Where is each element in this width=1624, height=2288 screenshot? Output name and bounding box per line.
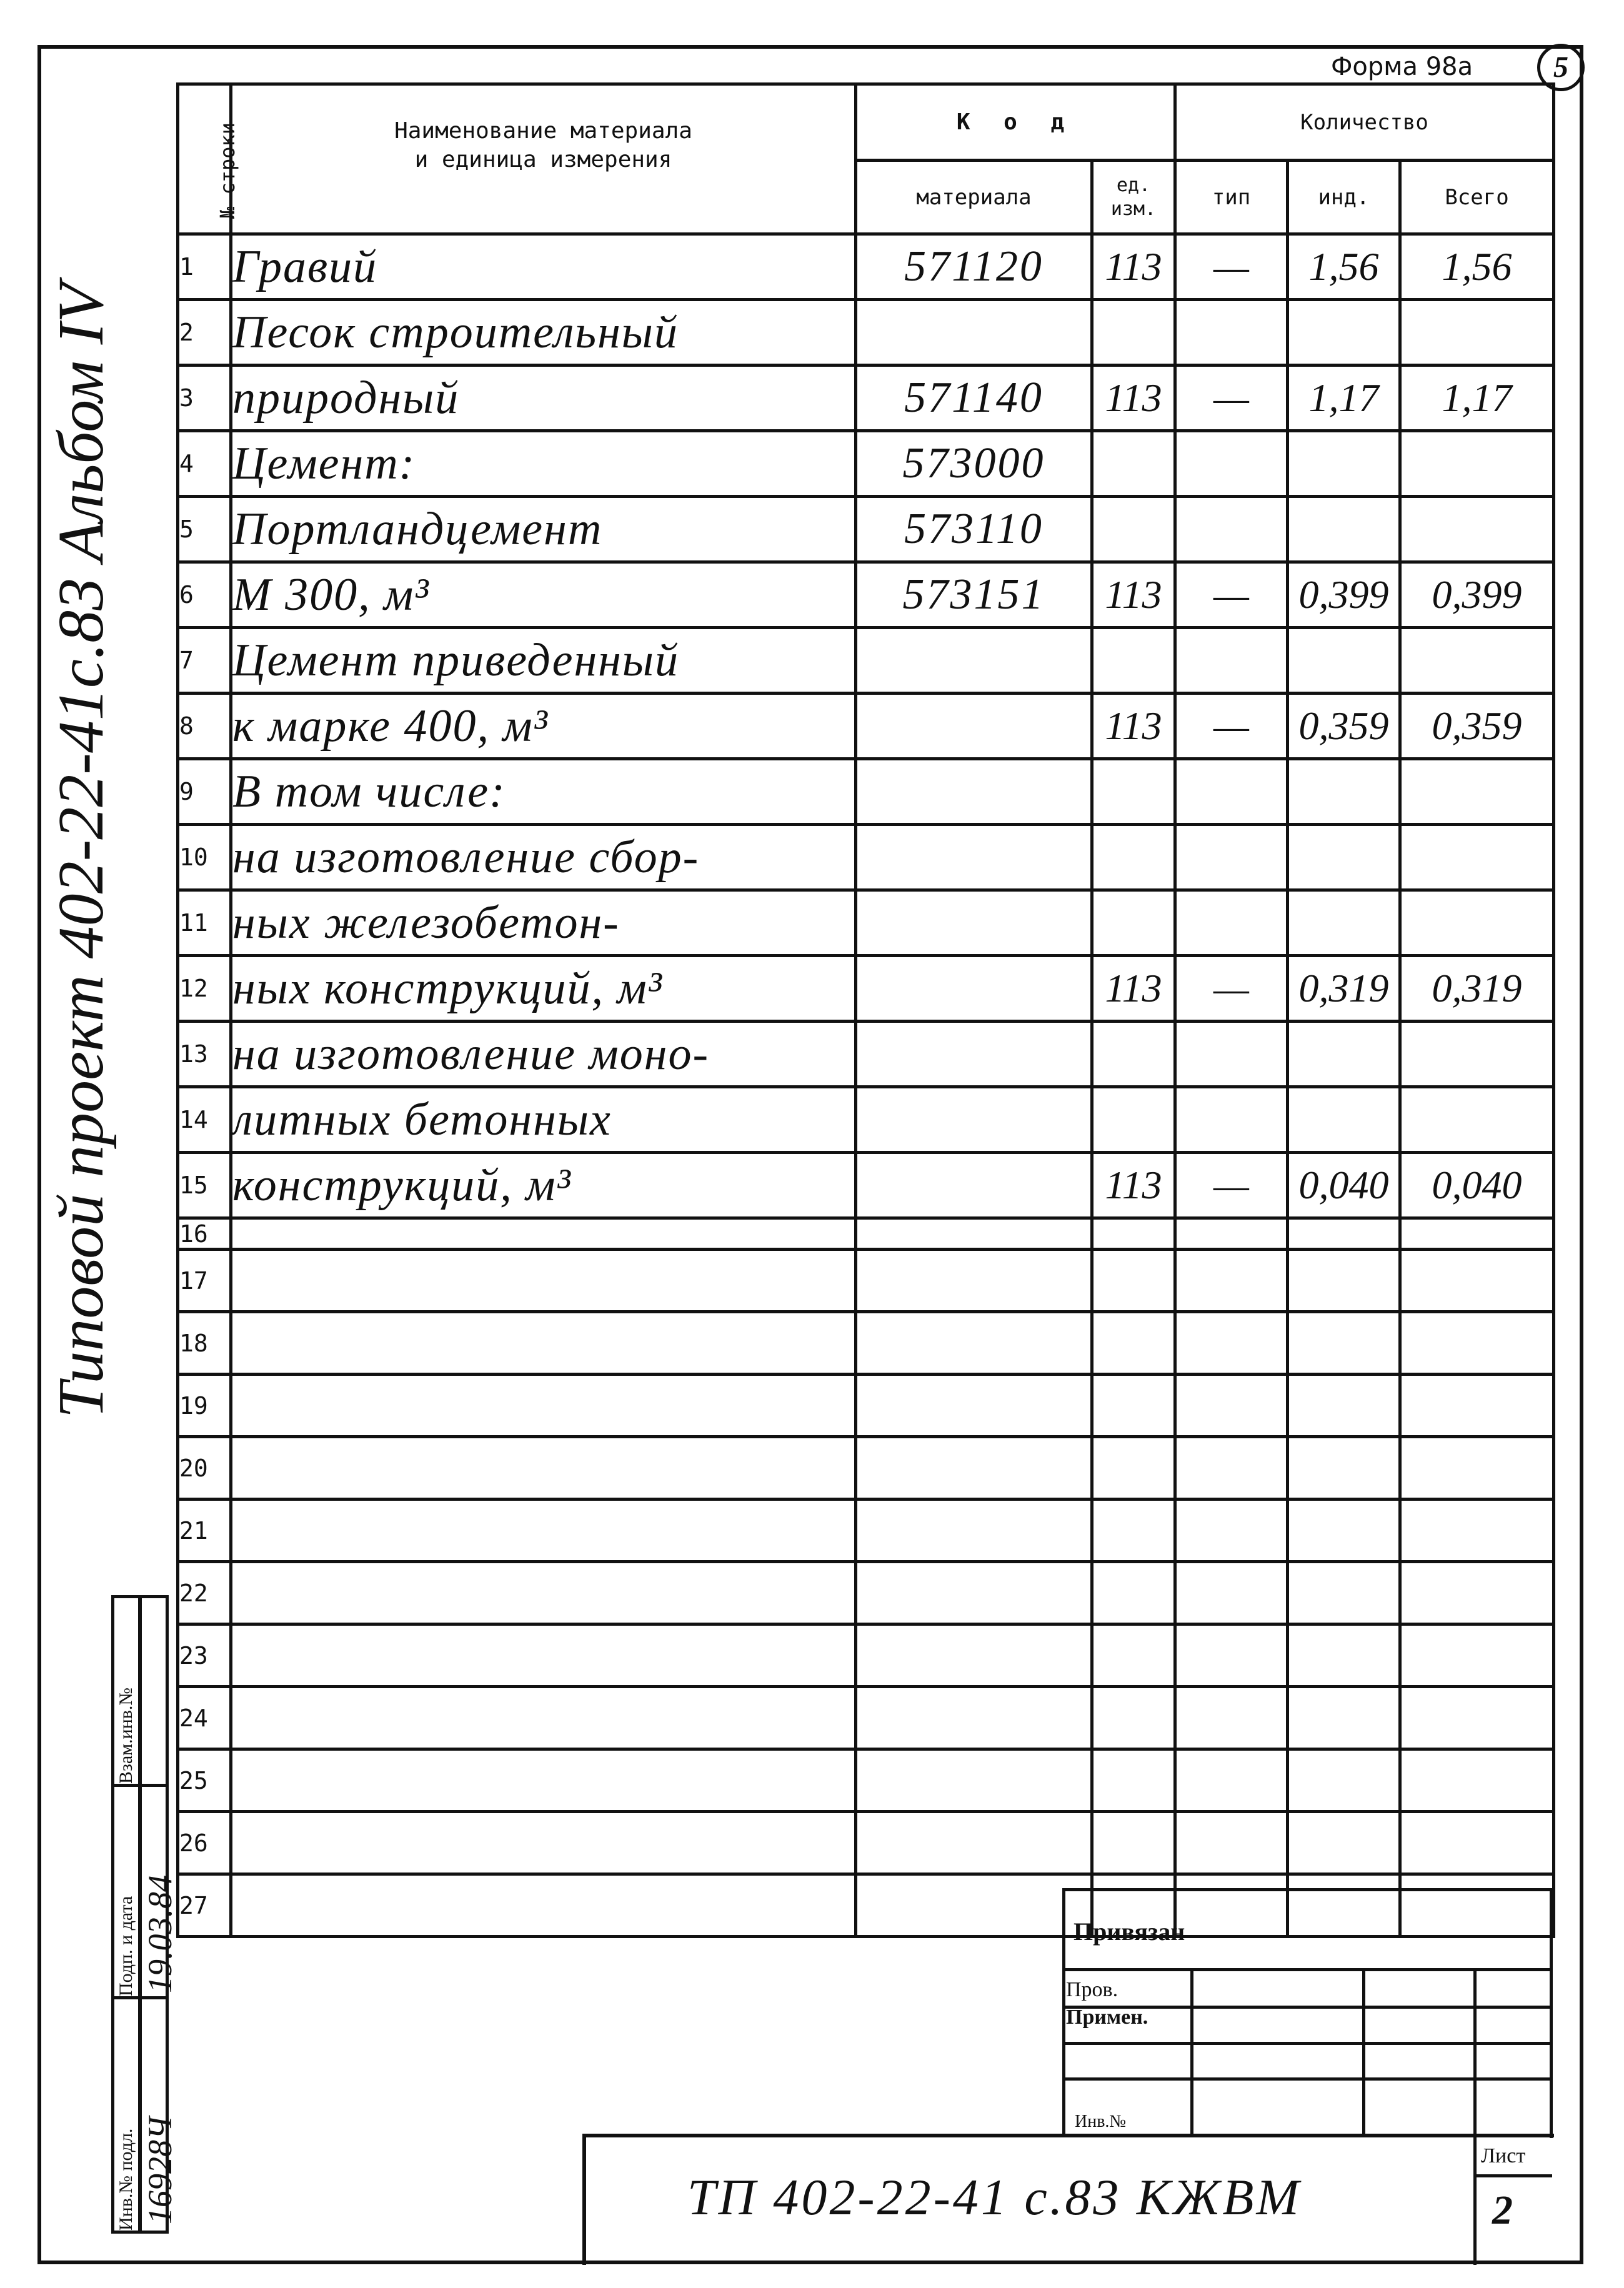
material-code bbox=[856, 1250, 1092, 1312]
total-value: 1,56 bbox=[1400, 234, 1554, 300]
material-name bbox=[231, 1218, 856, 1250]
table-row bbox=[178, 1153, 1554, 1218]
table-row bbox=[178, 1687, 1554, 1749]
row-number: 23 bbox=[178, 1624, 231, 1687]
row-number: 20 bbox=[178, 1437, 231, 1500]
material-code: 571120 bbox=[856, 234, 1092, 300]
tb-line bbox=[1190, 1968, 1193, 2137]
material-code bbox=[856, 1022, 1092, 1087]
ind-value bbox=[1288, 497, 1400, 562]
tb-line bbox=[1062, 1888, 1065, 2135]
row-number: 1 bbox=[178, 234, 231, 300]
material-name bbox=[231, 1375, 856, 1437]
row-number: 16 bbox=[178, 1218, 231, 1250]
material-code: 573151 bbox=[856, 562, 1092, 628]
total-value bbox=[1400, 300, 1554, 366]
header-quantity: Количество bbox=[1175, 84, 1554, 161]
total-value bbox=[1400, 1562, 1554, 1624]
type-value bbox=[1175, 1687, 1288, 1749]
material-code bbox=[856, 1437, 1092, 1500]
type-value bbox=[1175, 1500, 1288, 1562]
unit-code bbox=[1092, 431, 1175, 497]
table-row bbox=[178, 234, 1554, 300]
unit-code bbox=[1092, 1624, 1175, 1687]
type-value bbox=[1175, 1437, 1288, 1500]
type-value: — bbox=[1175, 366, 1288, 431]
header-ind: инд. bbox=[1288, 161, 1400, 234]
unit-code bbox=[1092, 1687, 1175, 1749]
type-value bbox=[1175, 1218, 1288, 1250]
unit-code: 113 bbox=[1092, 956, 1175, 1022]
unit-code bbox=[1092, 1312, 1175, 1375]
material-name bbox=[231, 1749, 856, 1812]
total-value bbox=[1400, 1749, 1554, 1812]
type-value bbox=[1175, 300, 1288, 366]
material-code bbox=[856, 1500, 1092, 1562]
ind-value: 0,399 bbox=[1288, 562, 1400, 628]
material-name bbox=[231, 1687, 856, 1749]
row-number: 13 bbox=[178, 1022, 231, 1087]
type-value bbox=[1175, 1250, 1288, 1312]
header-unit: ед. изм. bbox=[1092, 161, 1175, 234]
unit-code: 113 bbox=[1092, 694, 1175, 759]
table-row bbox=[178, 300, 1554, 366]
tb-line bbox=[1062, 1888, 1550, 1891]
type-value bbox=[1175, 890, 1288, 956]
material-code: 573000 bbox=[856, 431, 1092, 497]
row-number: 4 bbox=[178, 431, 231, 497]
type-value: — bbox=[1175, 956, 1288, 1022]
unit-code bbox=[1092, 1812, 1175, 1874]
unit-code bbox=[1092, 1437, 1175, 1500]
type-value bbox=[1175, 1312, 1288, 1375]
material-code bbox=[856, 1812, 1092, 1874]
ind-value bbox=[1288, 1312, 1400, 1375]
material-name bbox=[231, 1562, 856, 1624]
type-value bbox=[1175, 1624, 1288, 1687]
type-value bbox=[1175, 1375, 1288, 1437]
unit-code bbox=[1092, 1500, 1175, 1562]
table-row bbox=[178, 1749, 1554, 1812]
ind-value: 0,040 bbox=[1288, 1153, 1400, 1218]
tb-line bbox=[582, 2134, 586, 2265]
total-value bbox=[1400, 431, 1554, 497]
total-value: 1,17 bbox=[1400, 366, 1554, 431]
table-row bbox=[178, 366, 1554, 431]
material-name: ных конструкций, м³ bbox=[231, 956, 856, 1022]
unit-code bbox=[1092, 1250, 1175, 1312]
table-row bbox=[178, 1022, 1554, 1087]
ind-value bbox=[1288, 628, 1400, 694]
ind-value bbox=[1288, 1874, 1400, 1937]
material-name bbox=[231, 1250, 856, 1312]
tb-line bbox=[1473, 2134, 1477, 2265]
material-name: М 300, м³ bbox=[231, 562, 856, 628]
total-value bbox=[1400, 628, 1554, 694]
ind-value bbox=[1288, 1624, 1400, 1687]
total-value bbox=[1400, 1812, 1554, 1874]
total-value bbox=[1400, 1437, 1554, 1500]
total-value: 0,319 bbox=[1400, 956, 1554, 1022]
table-row bbox=[178, 1500, 1554, 1562]
material-name: на изготовление моно- bbox=[231, 1022, 856, 1087]
tb-inv: Инв.№ bbox=[1075, 2112, 1127, 2131]
total-value bbox=[1400, 825, 1554, 890]
total-value bbox=[1400, 1250, 1554, 1312]
material-name: к марке 400, м³ bbox=[231, 694, 856, 759]
unit-code bbox=[1092, 1022, 1175, 1087]
row-number: 14 bbox=[178, 1087, 231, 1153]
tb-line bbox=[1473, 1968, 1477, 2137]
header-name: Наименование материала и единица измерения bbox=[231, 84, 856, 234]
ind-value bbox=[1288, 300, 1400, 366]
material-name: Гравий bbox=[231, 234, 856, 300]
total-value bbox=[1400, 1624, 1554, 1687]
row-number: 21 bbox=[178, 1500, 231, 1562]
tb-line bbox=[582, 2134, 1554, 2137]
row-number: 11 bbox=[178, 890, 231, 956]
ind-value bbox=[1288, 1250, 1400, 1312]
material-name bbox=[231, 1624, 856, 1687]
unit-code bbox=[1092, 890, 1175, 956]
total-value: 0,040 bbox=[1400, 1153, 1554, 1218]
table-row bbox=[178, 694, 1554, 759]
total-value bbox=[1400, 1087, 1554, 1153]
row-number: 17 bbox=[178, 1250, 231, 1312]
material-code bbox=[856, 1624, 1092, 1687]
tb-line bbox=[1062, 2077, 1550, 2081]
table-row bbox=[178, 1375, 1554, 1437]
table-row bbox=[178, 956, 1554, 1022]
ind-value: 0,319 bbox=[1288, 956, 1400, 1022]
material-name: Портландцемент bbox=[231, 497, 856, 562]
row-number: 26 bbox=[178, 1812, 231, 1874]
total-value bbox=[1400, 759, 1554, 825]
material-code bbox=[856, 1153, 1092, 1218]
unit-code bbox=[1092, 300, 1175, 366]
row-number: 5 bbox=[178, 497, 231, 562]
total-value: 0,359 bbox=[1400, 694, 1554, 759]
material-code bbox=[856, 1687, 1092, 1749]
total-value bbox=[1400, 1312, 1554, 1375]
material-name: Песок строительный bbox=[231, 300, 856, 366]
material-code bbox=[856, 1312, 1092, 1375]
ind-value: 1,56 bbox=[1288, 234, 1400, 300]
materials-table bbox=[176, 82, 1555, 1938]
type-value bbox=[1175, 825, 1288, 890]
type-value bbox=[1175, 1874, 1288, 1937]
total-value bbox=[1400, 1375, 1554, 1437]
type-value bbox=[1175, 759, 1288, 825]
ind-value bbox=[1288, 1087, 1400, 1153]
doc-code: ТП 402-22-41 с.83 КЖВМ bbox=[687, 2169, 1302, 2226]
material-code bbox=[856, 1874, 1092, 1937]
row-number: 6 bbox=[178, 562, 231, 628]
ind-value: 0,359 bbox=[1288, 694, 1400, 759]
table-row bbox=[178, 890, 1554, 956]
header-code: К о д bbox=[856, 84, 1175, 161]
material-name: природный bbox=[231, 366, 856, 431]
table-row bbox=[178, 1812, 1554, 1874]
type-value bbox=[1175, 431, 1288, 497]
table-row bbox=[178, 1312, 1554, 1375]
row-number: 24 bbox=[178, 1687, 231, 1749]
unit-code: 113 bbox=[1092, 366, 1175, 431]
material-name bbox=[231, 1437, 856, 1500]
type-value: — bbox=[1175, 694, 1288, 759]
material-code bbox=[856, 694, 1092, 759]
material-name bbox=[231, 1874, 856, 1937]
header-row-no: № строки bbox=[178, 84, 231, 234]
type-value: — bbox=[1175, 1153, 1288, 1218]
ind-value bbox=[1288, 1500, 1400, 1562]
type-value bbox=[1175, 1812, 1288, 1874]
table-row bbox=[178, 1562, 1554, 1624]
row-number: 9 bbox=[178, 759, 231, 825]
material-name bbox=[231, 1812, 856, 1874]
material-code bbox=[856, 956, 1092, 1022]
stamp-sign-value-column: 19.03.84 bbox=[139, 1784, 169, 1999]
material-name: Цемент приведенный bbox=[231, 628, 856, 694]
total-value bbox=[1400, 1218, 1554, 1250]
total-value bbox=[1400, 1500, 1554, 1562]
type-value bbox=[1175, 1022, 1288, 1087]
unit-code: 113 bbox=[1092, 1153, 1175, 1218]
material-code bbox=[856, 1749, 1092, 1812]
material-code bbox=[856, 759, 1092, 825]
total-value bbox=[1400, 1874, 1554, 1937]
header-total: Всего bbox=[1400, 161, 1554, 234]
side-title: Типовой проект 402-22-41с.83 Альбом IV bbox=[45, 283, 117, 1418]
row-number: 10 bbox=[178, 825, 231, 890]
table-row bbox=[178, 497, 1554, 562]
ind-value bbox=[1288, 1437, 1400, 1500]
material-code bbox=[856, 300, 1092, 366]
row-number: 19 bbox=[178, 1375, 231, 1437]
unit-code bbox=[1092, 628, 1175, 694]
tb-applied: Примен. bbox=[1066, 2006, 1148, 2029]
unit-code bbox=[1092, 1087, 1175, 1153]
material-code bbox=[856, 1218, 1092, 1250]
material-name bbox=[231, 1312, 856, 1375]
ind-value bbox=[1288, 890, 1400, 956]
tb-checked: Пров. bbox=[1066, 1978, 1118, 2001]
type-value bbox=[1175, 497, 1288, 562]
material-code bbox=[856, 1087, 1092, 1153]
row-number: 25 bbox=[178, 1749, 231, 1812]
table-row bbox=[178, 628, 1554, 694]
row-number: 22 bbox=[178, 1562, 231, 1624]
ind-value bbox=[1288, 1022, 1400, 1087]
unit-code bbox=[1092, 497, 1175, 562]
ind-value bbox=[1288, 1749, 1400, 1812]
material-name: конструкций, м³ bbox=[231, 1153, 856, 1218]
table-row bbox=[178, 1874, 1554, 1937]
total-value bbox=[1400, 890, 1554, 956]
type-value: — bbox=[1175, 562, 1288, 628]
header-material: материала bbox=[856, 161, 1092, 234]
unit-code bbox=[1092, 825, 1175, 890]
table-row bbox=[178, 431, 1554, 497]
material-code: 571140 bbox=[856, 366, 1092, 431]
row-number: 15 bbox=[178, 1153, 231, 1218]
row-number: 2 bbox=[178, 300, 231, 366]
row-number: 8 bbox=[178, 694, 231, 759]
header-type: тип bbox=[1175, 161, 1288, 234]
type-value bbox=[1175, 1749, 1288, 1812]
sheet-label: Лист bbox=[1481, 2144, 1526, 2167]
ind-value bbox=[1288, 825, 1400, 890]
material-name: Цемент: bbox=[231, 431, 856, 497]
ind-value bbox=[1288, 1812, 1400, 1874]
row-number: 7 bbox=[178, 628, 231, 694]
form-label: Форма 98а bbox=[1331, 52, 1473, 81]
tb-line bbox=[1362, 1968, 1365, 2137]
material-code bbox=[856, 890, 1092, 956]
type-value bbox=[1175, 628, 1288, 694]
sheet-number: 2 bbox=[1492, 2187, 1513, 2233]
ind-value bbox=[1288, 1562, 1400, 1624]
total-value bbox=[1400, 1687, 1554, 1749]
material-code bbox=[856, 825, 1092, 890]
stamp-sign-column: Подп. и дата bbox=[111, 1784, 141, 1999]
unit-code: 113 bbox=[1092, 562, 1175, 628]
type-value bbox=[1175, 1562, 1288, 1624]
row-number: 3 bbox=[178, 366, 231, 431]
stamp-vzam-column: Взам.инв.№ bbox=[111, 1595, 141, 1787]
table-row bbox=[178, 1218, 1554, 1250]
total-value: 0,399 bbox=[1400, 562, 1554, 628]
ind-value: 1,17 bbox=[1288, 366, 1400, 431]
unit-code bbox=[1092, 1562, 1175, 1624]
row-number: 27 bbox=[178, 1874, 231, 1937]
tb-attached: Привязан bbox=[1074, 1917, 1185, 1946]
unit-code bbox=[1092, 1218, 1175, 1250]
total-value bbox=[1400, 497, 1554, 562]
stamp-inv-column: Инв.№ подл. bbox=[111, 1996, 141, 2234]
stamp-inv-value-column: 16928Ч bbox=[139, 1996, 169, 2234]
material-code: 573110 bbox=[856, 497, 1092, 562]
material-name: В том числе: bbox=[231, 759, 856, 825]
unit-code bbox=[1092, 1749, 1175, 1812]
table-row bbox=[178, 1624, 1554, 1687]
tb-line bbox=[1062, 1968, 1550, 1971]
material-name: на изготовление сбор- bbox=[231, 825, 856, 890]
ind-value bbox=[1288, 1687, 1400, 1749]
table-row bbox=[178, 562, 1554, 628]
ind-value bbox=[1288, 431, 1400, 497]
ind-value bbox=[1288, 1218, 1400, 1250]
row-number: 18 bbox=[178, 1312, 231, 1375]
material-code bbox=[856, 1562, 1092, 1624]
ind-value bbox=[1288, 759, 1400, 825]
table-row bbox=[178, 825, 1554, 890]
table-row bbox=[178, 1250, 1554, 1312]
unit-code bbox=[1092, 1375, 1175, 1437]
unit-code bbox=[1092, 759, 1175, 825]
table-row bbox=[178, 1087, 1554, 1153]
tb-line bbox=[1550, 1888, 1553, 2138]
material-name: литных бетонных bbox=[231, 1087, 856, 1153]
table-row bbox=[178, 1437, 1554, 1500]
material-code bbox=[856, 1375, 1092, 1437]
stamp-vzam-value-column bbox=[139, 1595, 169, 1787]
page-number: 5 bbox=[1537, 44, 1585, 91]
total-value bbox=[1400, 1022, 1554, 1087]
material-code bbox=[856, 628, 1092, 694]
row-number: 12 bbox=[178, 956, 231, 1022]
type-value bbox=[1175, 1087, 1288, 1153]
ind-value bbox=[1288, 1375, 1400, 1437]
tb-line bbox=[1473, 2174, 1552, 2177]
unit-code: 113 bbox=[1092, 234, 1175, 300]
table-row bbox=[178, 759, 1554, 825]
tb-line bbox=[1062, 2042, 1550, 2045]
type-value: — bbox=[1175, 234, 1288, 300]
material-name bbox=[231, 1500, 856, 1562]
material-name: ных железобетон- bbox=[231, 890, 856, 956]
